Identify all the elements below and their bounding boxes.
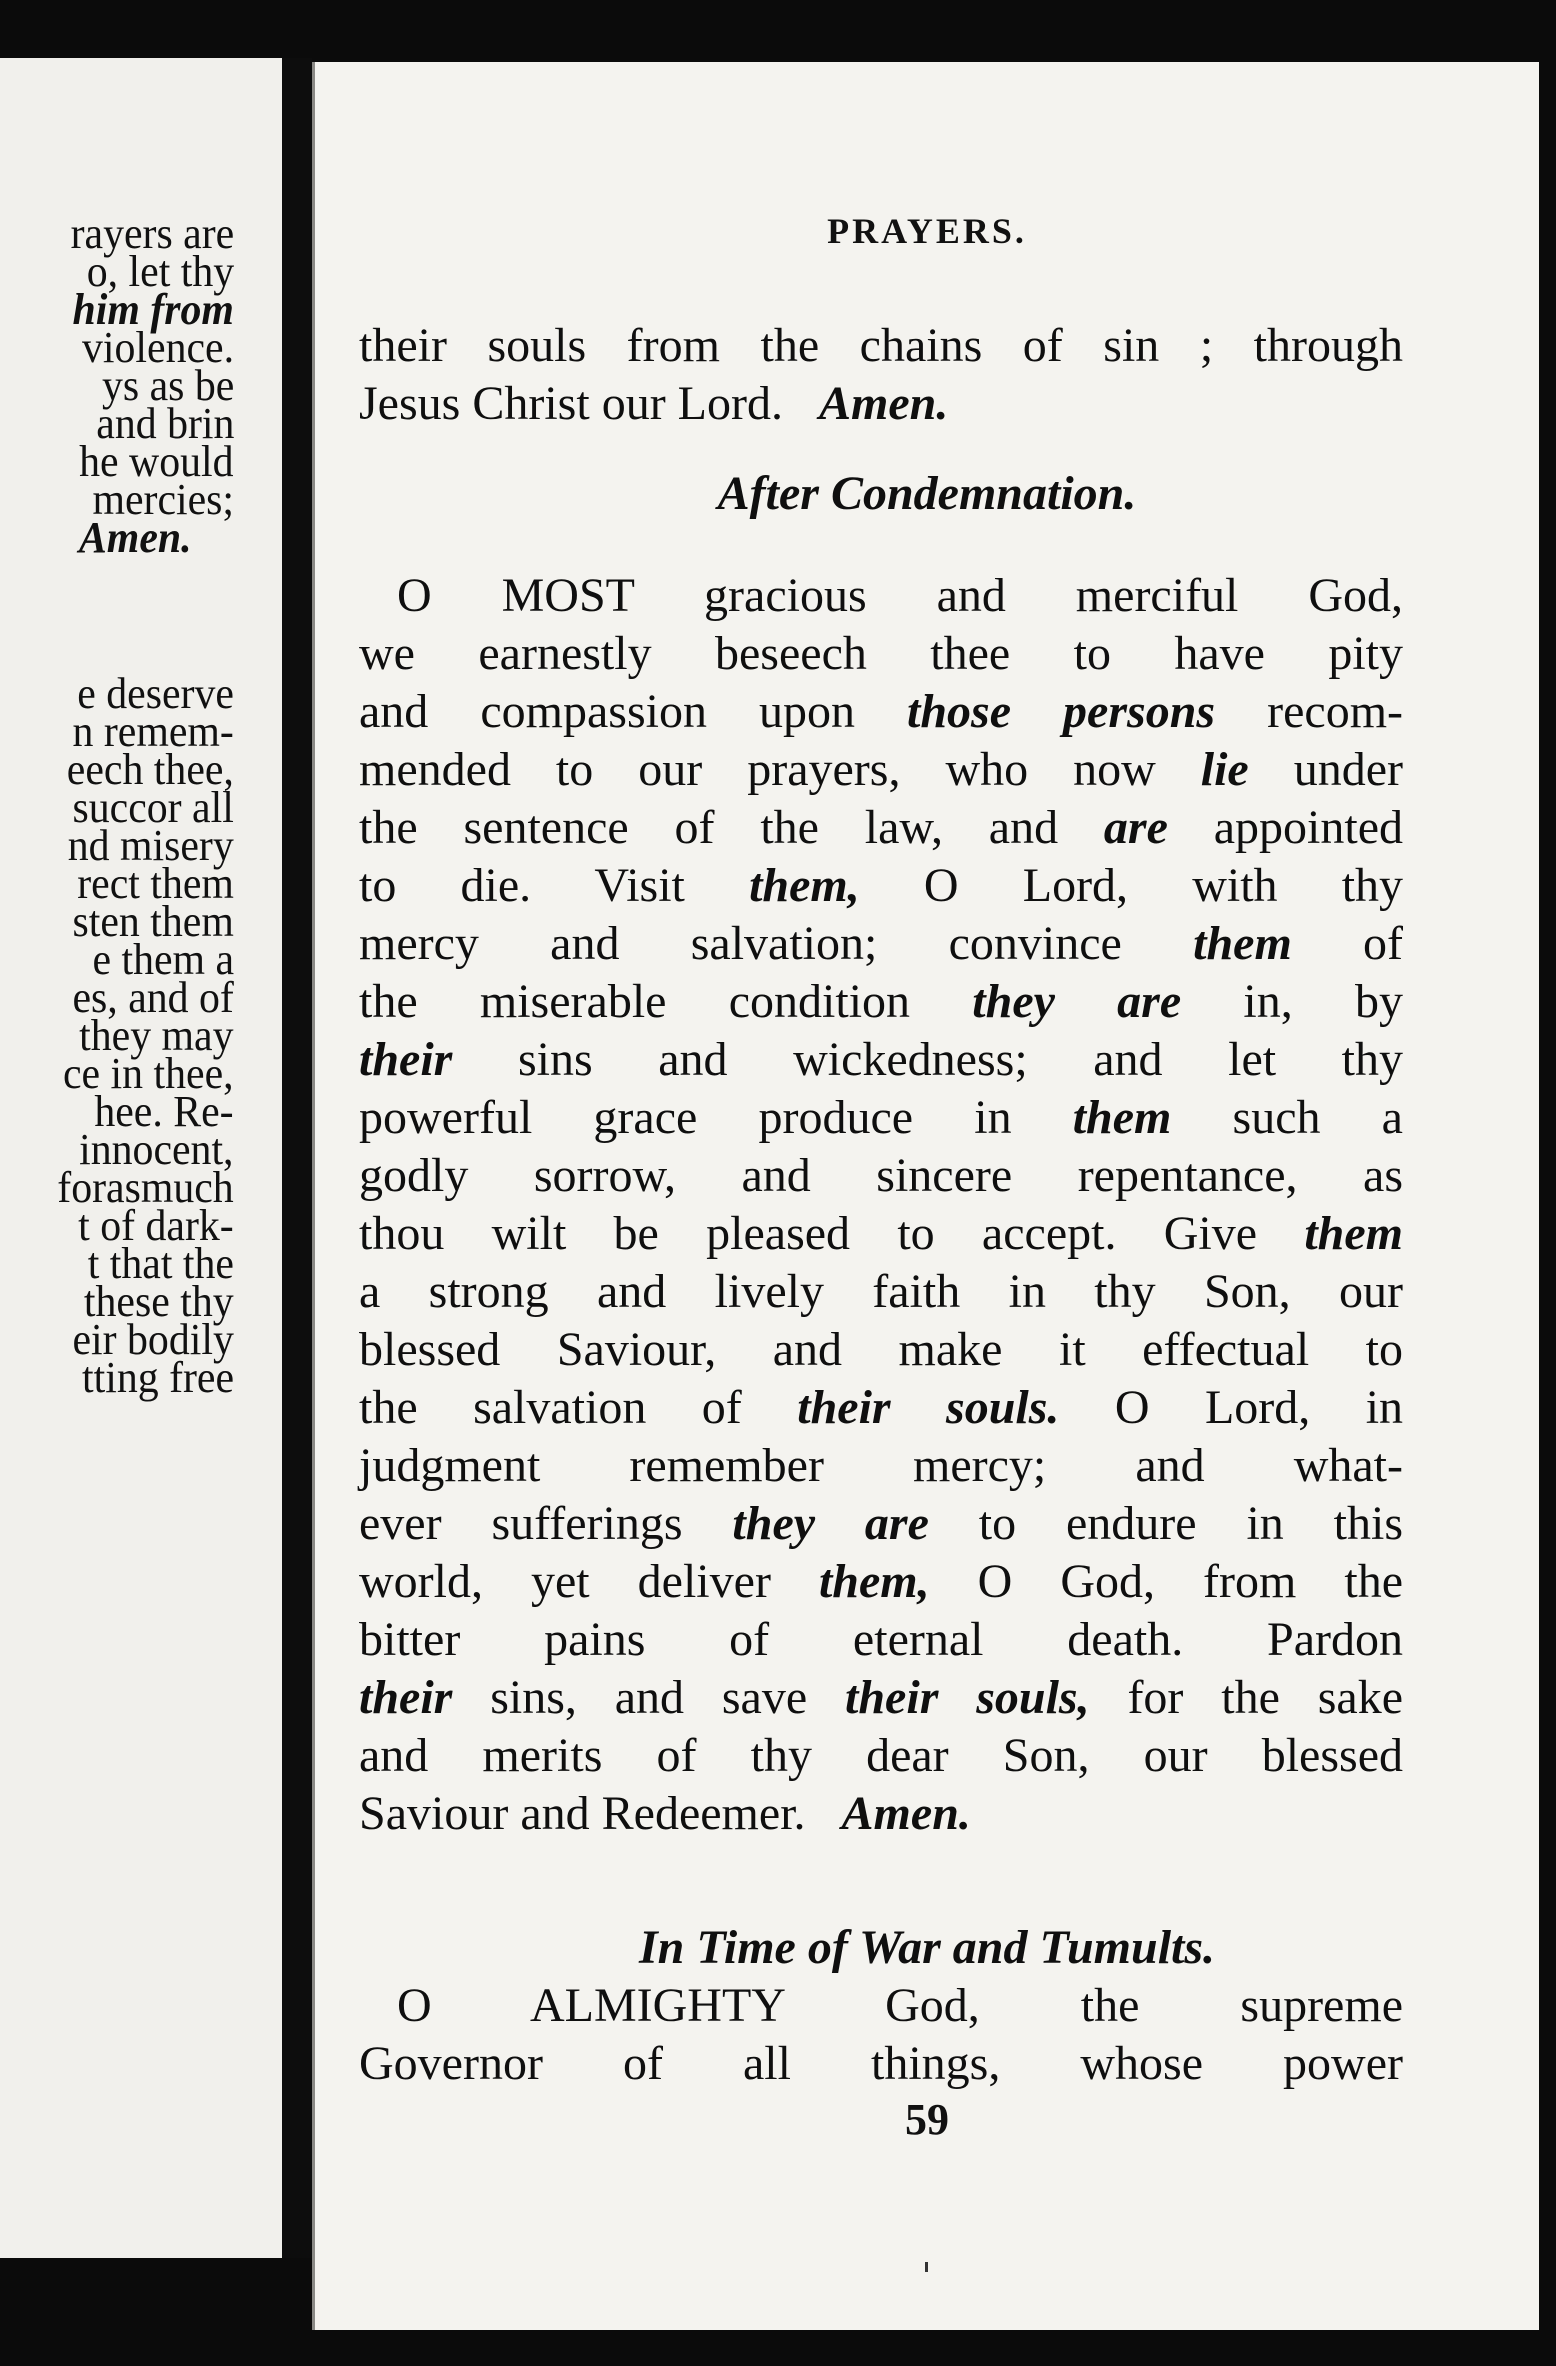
left-line: e them a (92, 935, 234, 984)
text-line (359, 1148, 1403, 1204)
text-span: Governor of all things, whose power (359, 2037, 1403, 2090)
amen: Amen. (818, 377, 949, 430)
text-span: bitter pains of eternal death. Pardon (359, 1613, 1403, 1666)
text-line (359, 1264, 1403, 1320)
text-span: for the sake (1127, 1671, 1404, 1724)
text-span: thou wilt be pleased to accept. Give (359, 1207, 1258, 1260)
text-line (359, 1380, 1403, 1436)
left-line: forasmuch (57, 1163, 234, 1212)
left-line: mercies; (92, 475, 234, 524)
text-line (359, 974, 1403, 1030)
left-line: innocent, (79, 1125, 234, 1174)
section-heading: In Time of War and Tumults. (638, 1921, 1216, 1974)
text-line (359, 1206, 1403, 1262)
text-italic: their souls, (845, 1671, 1090, 1724)
left-line: violence. (81, 323, 234, 372)
text-span: O God, from the (977, 1555, 1404, 1608)
text-italic: are (1103, 801, 1168, 854)
text-italic: them (1304, 1207, 1404, 1260)
text-italic: those persons (907, 685, 1216, 738)
left-line: rayers are (70, 209, 234, 258)
text-italic: lie (1200, 743, 1249, 796)
left-line: e deserve (77, 669, 234, 718)
left-line: he would (79, 437, 234, 486)
text-span: O ALMIGHTY God, the supreme (397, 1979, 1403, 2032)
text-line (359, 1554, 1403, 1610)
right-page (312, 62, 1539, 2330)
text-span: judgment remember mercy; and what- (359, 1439, 1403, 1492)
text-italic: their (359, 1671, 453, 1724)
left-line: sten them (72, 897, 234, 946)
left-line: succor all (72, 783, 234, 832)
text-line (359, 1786, 1403, 1842)
text-span: to die. Visit (359, 859, 685, 912)
text-line (359, 1496, 1403, 1552)
left-line: n remem- (72, 707, 234, 756)
text-span: blessed Saviour, and make it effectual to (359, 1323, 1403, 1376)
text-line (359, 1032, 1403, 1088)
left-line: tting free (81, 1353, 234, 1402)
text-span: the miserable condition (359, 975, 911, 1028)
text-span: sins, and save (490, 1671, 808, 1724)
text-italic: they are (732, 1497, 929, 1550)
text-italic: them (1193, 917, 1292, 970)
text-line (359, 376, 1403, 432)
text-span: sins and wickedness; and let thy (517, 1033, 1404, 1086)
left-line: eir bodily (72, 1315, 234, 1364)
text-line (359, 568, 1403, 624)
text-italic: them, (818, 1555, 930, 1608)
text-line (359, 800, 1403, 856)
left-line: they may (79, 1011, 234, 1060)
text-line (359, 1978, 1403, 2034)
text-line (359, 1438, 1403, 1494)
text-line (359, 916, 1403, 972)
text-span: to endure in this (978, 1497, 1404, 1550)
ink-speck (925, 2262, 928, 2272)
left-line: rect them (77, 859, 234, 908)
text-span: and merits of thy dear Son, our blessed (359, 1729, 1403, 1782)
text-span: Jesus Christ our Lord. (359, 377, 783, 430)
left-line: hee. Re- (94, 1087, 234, 1136)
left-line: t that the (87, 1239, 234, 1288)
left-line: him from (72, 285, 234, 334)
text-span: O Lord, with thy (923, 859, 1404, 912)
text-span: the sentence of the law, and (359, 801, 1059, 854)
text-span: appointed (1213, 801, 1404, 854)
text-italic: they are (972, 975, 1182, 1028)
left-line: o, let thy (86, 247, 234, 296)
text-span: world, yet deliver (359, 1555, 771, 1608)
text-line (359, 1090, 1403, 1146)
text-span: we earnestly beseech thee to have pity (359, 627, 1403, 680)
text-italic: their souls. (797, 1381, 1060, 1434)
left-line: ys as be (101, 361, 234, 410)
text-span: under (1293, 743, 1404, 796)
text-span: powerful grace produce in (359, 1091, 1012, 1144)
text-span: the salvation of (359, 1381, 742, 1434)
text-span: ever sufferings (359, 1497, 683, 1550)
text-italic: their (359, 1033, 453, 1086)
text-line (359, 318, 1403, 374)
left-line: t of dark- (78, 1201, 234, 1250)
left-line: eech thee, (66, 745, 234, 794)
facing-left-page (0, 58, 284, 2258)
text-line (359, 1322, 1403, 1378)
text-italic: them, (749, 859, 860, 912)
left-line: nd misery (67, 821, 234, 870)
text-line (359, 1728, 1403, 1784)
text-italic: them (1072, 1091, 1172, 1144)
text-span: O Lord, in (1114, 1381, 1404, 1434)
book-gutter (282, 58, 312, 2258)
left-line: es, and of (72, 973, 234, 1022)
text-span: in, by (1243, 975, 1404, 1028)
text-line (359, 1670, 1403, 1726)
text-span: Saviour and Redeemer. (359, 1787, 806, 1840)
text-line (359, 684, 1403, 740)
text-span: O MOST gracious and merciful God, (397, 569, 1403, 622)
text-span: godly sorrow, and sincere repentance, as (359, 1149, 1403, 1202)
left-line: and brin (95, 399, 234, 448)
text-span: and compassion upon (359, 685, 855, 738)
text-span: recom- (1267, 685, 1404, 738)
text-span: a strong and lively faith in thy Son, our (359, 1265, 1403, 1318)
left-line: ce in thee, (63, 1049, 234, 1098)
running-head: PRAYERS. (827, 211, 1027, 251)
text-span: their souls from the chains of sin ; through (359, 319, 1403, 372)
left-line: Amen. (79, 513, 192, 562)
text-span: mercy and salvation; convince (359, 917, 1122, 970)
text-line (359, 626, 1403, 682)
amen: Amen. (841, 1787, 971, 1840)
section-heading: After Condemnation. (717, 467, 1137, 520)
text-line (359, 742, 1403, 798)
text-line (359, 1612, 1403, 1668)
page-number: 59 (905, 2095, 949, 2144)
text-span: such a (1232, 1091, 1403, 1144)
text-span: of (1363, 917, 1404, 970)
text-line (359, 2036, 1403, 2092)
text-span: mended to our prayers, who now (359, 743, 1156, 796)
left-line: these thy (84, 1277, 234, 1326)
text-line (359, 858, 1403, 914)
